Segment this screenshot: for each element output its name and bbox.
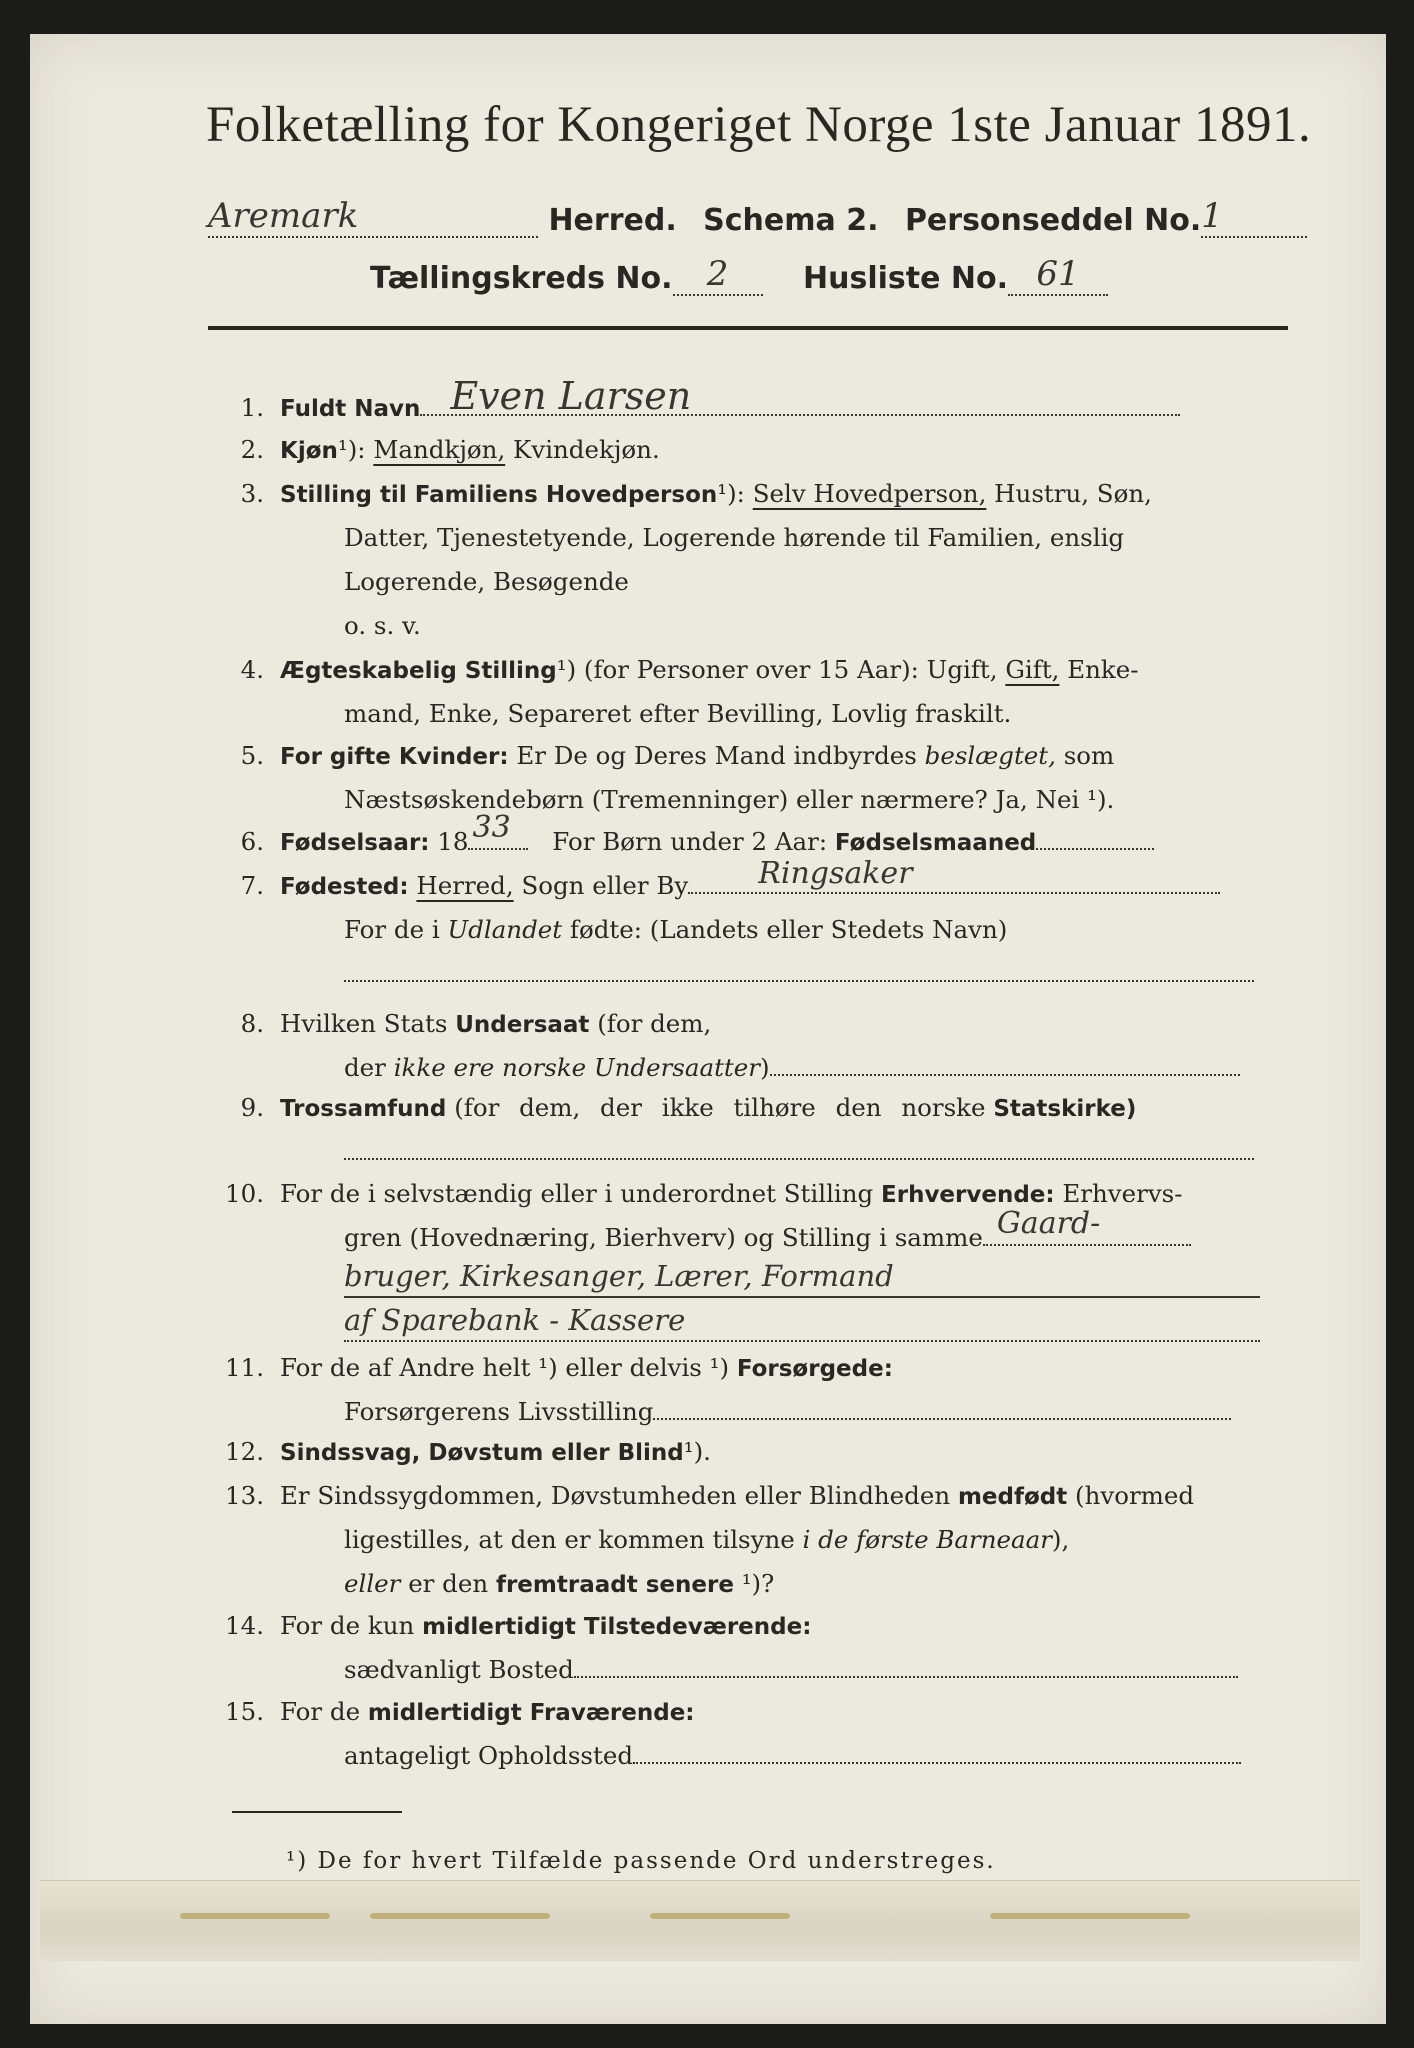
name-field xyxy=(420,374,1180,418)
husliste-value: 61 xyxy=(1036,254,1080,294)
q8-line2a: der xyxy=(344,1053,386,1082)
herred-value: Aremark xyxy=(208,196,359,236)
occupation-field-2 xyxy=(344,1260,1260,1298)
q15-number: 15. xyxy=(225,1697,264,1726)
q5-text: Er De og Deres Mand indbyrdes xyxy=(516,741,917,770)
q13-bold: medfødt xyxy=(957,1484,1068,1510)
probable-residence-field xyxy=(633,1734,1241,1764)
q4-line2: mand, Enke, Separeret efter Bevilling, Lovlig fraskilt. xyxy=(344,699,1012,728)
q6-label2: Fødselsmaaned xyxy=(834,830,1037,856)
q12-label: Sindssvag, Døvstum eller Blind xyxy=(280,1440,684,1466)
schema-label: Schema 2. xyxy=(703,203,879,238)
birth-year-field xyxy=(468,810,528,850)
occupation-value-2: bruger, Kirkesanger, Lærer, Formand xyxy=(344,1259,894,1293)
header-divider xyxy=(208,326,1288,330)
husliste-label: Husliste No. xyxy=(803,261,1009,296)
q14-text: For de kun xyxy=(280,1611,415,1640)
q4-options-rest: Enke- xyxy=(1067,655,1139,684)
foreign-birthplace-field xyxy=(344,952,1254,982)
q13-line3a: er den xyxy=(408,1569,489,1598)
q2-sup: ¹): xyxy=(337,435,366,464)
q3-options: Hustru, Søn, xyxy=(994,479,1152,508)
q1-number: 1. xyxy=(240,393,264,422)
q13-line3-bold: fremtraadt senere xyxy=(495,1572,734,1598)
q9-label: Trossamfund xyxy=(280,1096,447,1122)
q4-label: Ægteskabelig Stilling xyxy=(280,658,557,684)
footnote: ¹) De for hvert Tilfælde passende Ord understreges. xyxy=(286,1848,996,1874)
q7-line2b: fødte: (Landets eller Stedets Navn) xyxy=(569,915,1008,944)
q11-number: 11. xyxy=(225,1353,264,1382)
q12-sup: ¹). xyxy=(683,1437,711,1466)
personseddel-value: 1 xyxy=(1201,196,1223,236)
q14-label: midlertidigt Tilstedeværende: xyxy=(422,1614,812,1640)
q3-line3: Logerende, Besøgende xyxy=(344,567,629,596)
q13-line2a: ligestilles, at den er kommen tilsyne xyxy=(344,1525,795,1554)
q6-text: For Børn under 2 Aar: xyxy=(552,827,828,856)
q15-text: For de xyxy=(280,1697,361,1726)
q2-number: 2. xyxy=(240,435,264,464)
q2-selected-option: Mandkjøn, xyxy=(373,435,506,464)
q13-line3c: ¹)? xyxy=(741,1569,775,1598)
provider-field xyxy=(653,1390,1231,1420)
herred-label: Herred. xyxy=(548,203,677,238)
q9-bold: Statskirke) xyxy=(993,1096,1137,1122)
usual-residence-field xyxy=(574,1648,1238,1678)
q15-label: midlertidigt Fraværende: xyxy=(367,1700,695,1726)
q3-sup: ¹): xyxy=(717,479,745,508)
q7-label: Fødested: xyxy=(280,874,409,900)
q10-text: For de i selvstændig eller i underordnet Stilling xyxy=(280,1179,874,1208)
q4-number: 4. xyxy=(240,655,264,684)
tellingskreds-value: 2 xyxy=(706,254,729,294)
occupation-value-3: af Sparebank - Kassere xyxy=(344,1303,686,1337)
q14-line2: sædvanligt Bosted xyxy=(344,1655,574,1684)
q14-number: 14. xyxy=(225,1611,264,1640)
q4-selected-option: Gift, xyxy=(1005,655,1060,684)
q9-text: (for dem, der ikke tilhøre den norske xyxy=(454,1093,986,1122)
q8-number: 8. xyxy=(240,1009,264,1038)
q11-line2: Forsørgerens Livsstilling xyxy=(344,1397,654,1426)
q13-number: 13. xyxy=(225,1481,264,1510)
q13-line2-italic: i de første Barneaar xyxy=(802,1525,1052,1554)
personseddel-label: Personseddel No. xyxy=(904,203,1202,238)
q8-text2: (for dem, xyxy=(597,1009,712,1038)
occupation-value-1: Gaard- xyxy=(996,1206,1101,1241)
q3-line2: Datter, Tjenestetyende, Logerende hørende til Familien, enslig xyxy=(344,523,1125,552)
occupation-field-1 xyxy=(983,1206,1191,1246)
q8-label: Undersaat xyxy=(455,1012,590,1038)
q13-line3-italic: eller xyxy=(344,1569,401,1598)
birthplace-value: Ringsaker xyxy=(758,856,913,891)
strip-mark xyxy=(650,1913,790,1919)
name-value: Even Larsen xyxy=(450,374,692,418)
strip-mark xyxy=(180,1913,330,1919)
personseddel-field xyxy=(1201,196,1307,238)
herred-row xyxy=(208,196,1307,238)
bottom-paper-strip xyxy=(40,1880,1360,1961)
q8-text: Hvilken Stats xyxy=(280,1009,448,1038)
q1-label: Fuldt Navn xyxy=(280,396,421,422)
q3-label: Stilling til Familiens Hovedperson xyxy=(280,482,718,508)
tellingskreds-label: Tællingskreds No. xyxy=(370,261,673,296)
tellingskreds-field xyxy=(673,254,763,296)
q6-number: 6. xyxy=(240,827,264,856)
q9-number: 9. xyxy=(240,1093,264,1122)
birthplace-field xyxy=(688,856,1220,894)
q13-text: Er Sindssygdommen, Døvstumheden eller Blindheden xyxy=(280,1481,951,1510)
q10-line2: gren (Hovednæring, Bierhverv) og Stilling i samme xyxy=(344,1223,983,1252)
religion-field xyxy=(344,1130,1254,1160)
birth-year-value: 33 xyxy=(472,810,511,845)
q11-text: For de af Andre helt ¹) eller delvis ¹) xyxy=(280,1353,730,1382)
q10-number: 10. xyxy=(225,1179,264,1208)
strip-mark xyxy=(370,1913,550,1919)
form-title: Folketælling for Kongeriget Norge 1ste Januar 1891. xyxy=(206,97,1312,153)
q5-number: 5. xyxy=(240,741,264,770)
q10-text2: Erhvervs- xyxy=(1062,1179,1183,1208)
footnote-divider xyxy=(232,1811,402,1813)
q3-line4: o. s. v. xyxy=(344,611,421,640)
q5-label: For gifte Kvinder: xyxy=(280,744,509,770)
q12-number: 12. xyxy=(225,1437,264,1466)
herred-field xyxy=(208,196,538,238)
q5-text2: som xyxy=(1063,741,1115,770)
q5-italic: beslægtet, xyxy=(924,741,1056,770)
q8-line2-italic: ikke ere norske Undersaatter xyxy=(393,1053,760,1082)
q11-label: Forsørgede: xyxy=(736,1356,893,1382)
q7-options: Sogn eller By xyxy=(521,871,689,900)
q7-line2-italic: Udlandet xyxy=(447,915,563,944)
q3-selected-option: Selv Hovedperson, xyxy=(752,479,987,508)
citizenship-field xyxy=(770,1046,1240,1076)
birth-month-field xyxy=(1036,820,1154,850)
q2-label: Kjøn xyxy=(280,438,338,464)
q15-line2: antageligt Opholdssted xyxy=(344,1741,633,1770)
q7-line2a: For de i xyxy=(344,915,440,944)
occupation-field-3 xyxy=(344,1304,1260,1342)
q8-line2b: ) xyxy=(759,1053,770,1082)
q7-number: 7. xyxy=(240,871,264,900)
q3-number: 3. xyxy=(240,479,264,508)
q10-label: Erhvervende: xyxy=(881,1182,1055,1208)
tellingskreds-row xyxy=(370,254,1108,296)
birth-year-prefix: 18 xyxy=(437,827,469,856)
q4-options: ¹) (for Personer over 15 Aar): Ugift, xyxy=(556,655,998,684)
strip-mark xyxy=(990,1913,1190,1919)
q6-label: Fødselsaar: xyxy=(280,830,430,856)
q5-line2: Næstsøskendebørn (Tremenninger) eller nærmere? Ja, Nei ¹). xyxy=(344,785,1115,814)
q7-selected-option: Herred, xyxy=(416,871,514,900)
husliste-field xyxy=(1008,254,1108,296)
q13-line2b: ), xyxy=(1051,1525,1070,1554)
q2-option: Kvindekjøn. xyxy=(513,435,660,464)
q13-text2: (hvormed xyxy=(1075,1481,1195,1510)
